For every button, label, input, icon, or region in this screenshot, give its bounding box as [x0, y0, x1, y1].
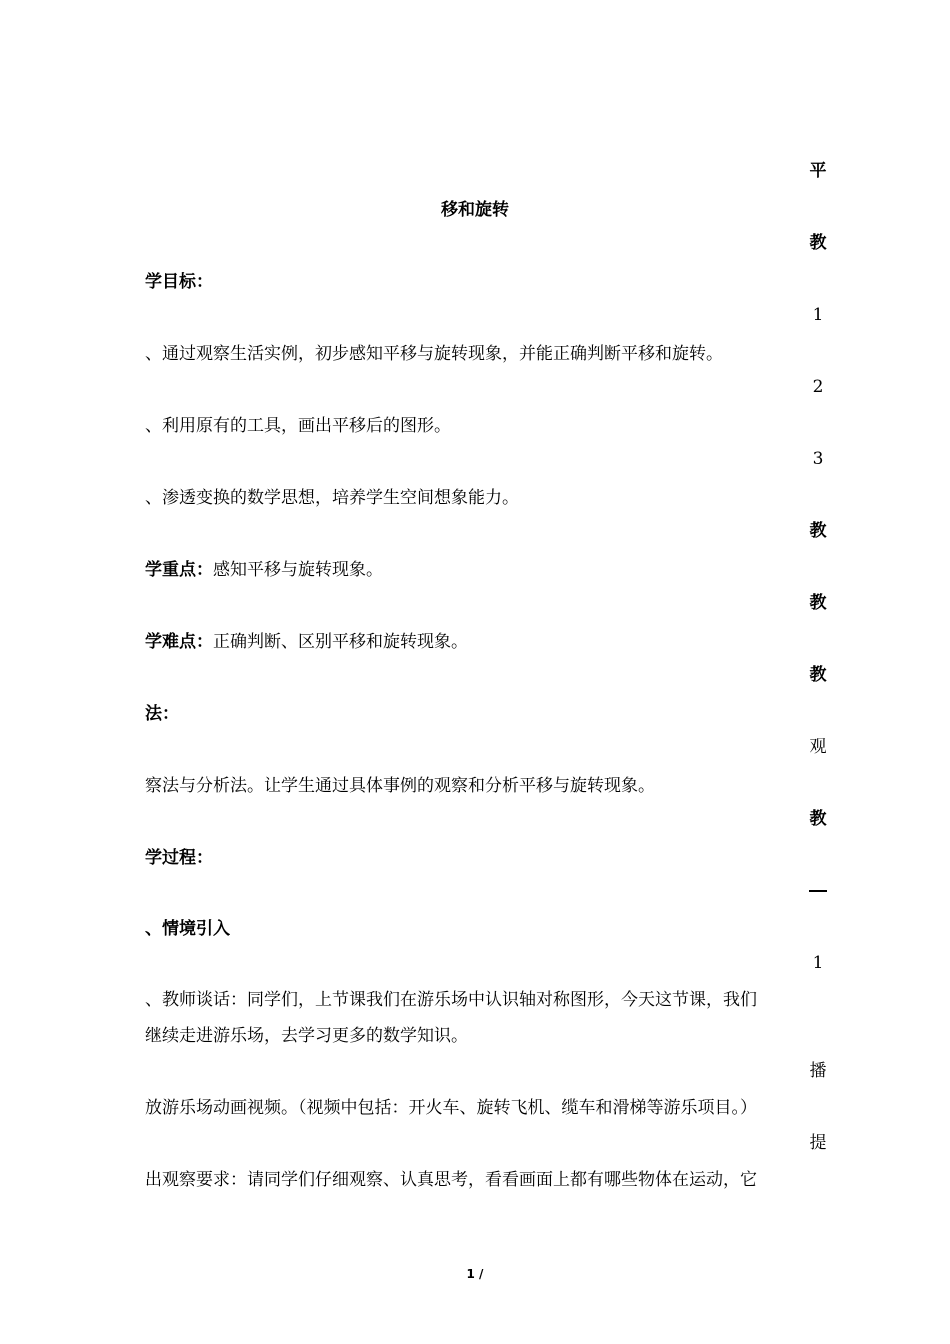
side-char-8: 教 [809, 665, 827, 685]
method-heading: 法： [145, 704, 179, 724]
key-point-label: 学重点： [145, 560, 213, 580]
page-title: 移和旋转 [441, 200, 509, 220]
goals-heading: 学目标： [145, 272, 213, 292]
goal-2: 、利用原有的工具，画出平移后的图形。 [145, 416, 451, 436]
paragraph-1a: 、教师谈话：同学们，上节课我们在游乐场中认识轴对称图形，今天这节课，我们 [145, 990, 757, 1010]
difficulty-line [145, 631, 468, 653]
side-char-6: 教 [809, 521, 827, 541]
side-char-3: 1 [812, 305, 824, 325]
paragraph-3: 出观察要求：请同学们仔细观察、认真思考，看看画面上都有哪些物体在运动，它 [145, 1170, 757, 1190]
paragraph-2: 放游乐场动画视频。（视频中包括：开火车、旋转飞机、缆车和滑梯等游乐项目。） [145, 1098, 757, 1118]
side-char-5: 3 [812, 449, 824, 469]
goal-1: 、通过观察生活实例，初步感知平移与旋转现象，并能正确判断平移和旋转。 [145, 344, 723, 364]
side-dash [809, 890, 827, 892]
side-char-13: 播 [809, 1061, 827, 1081]
page-number: 1 / [466, 1267, 484, 1281]
side-char-12: 1 [812, 953, 824, 973]
side-char-7: 教 [809, 593, 827, 613]
key-point-line [145, 559, 383, 581]
section-1-heading: 、情境引入 [145, 919, 230, 939]
side-char-11 [807, 880, 829, 902]
side-char-14: 提 [809, 1133, 827, 1153]
method-text: 察法与分析法。让学生通过具体事例的观察和分析平移与旋转现象。 [145, 776, 655, 796]
goal-3: 、渗透变换的数学思想，培养学生空间想象能力。 [145, 488, 519, 508]
side-char-9: 观 [809, 737, 827, 757]
paragraph-1b: 继续走进游乐场，去学习更多的数学知识。 [145, 1026, 468, 1046]
process-heading: 学过程： [145, 848, 213, 868]
side-char-1: 平 [809, 161, 827, 181]
side-char-4: 2 [812, 377, 824, 397]
difficulty-text: 正确判断、区别平移和旋转现象。 [213, 632, 468, 652]
key-point-text: 感知平移与旋转现象。 [213, 560, 383, 580]
side-char-10: 教 [809, 809, 827, 829]
side-char-2: 教 [809, 233, 827, 253]
difficulty-label: 学难点： [145, 632, 213, 652]
